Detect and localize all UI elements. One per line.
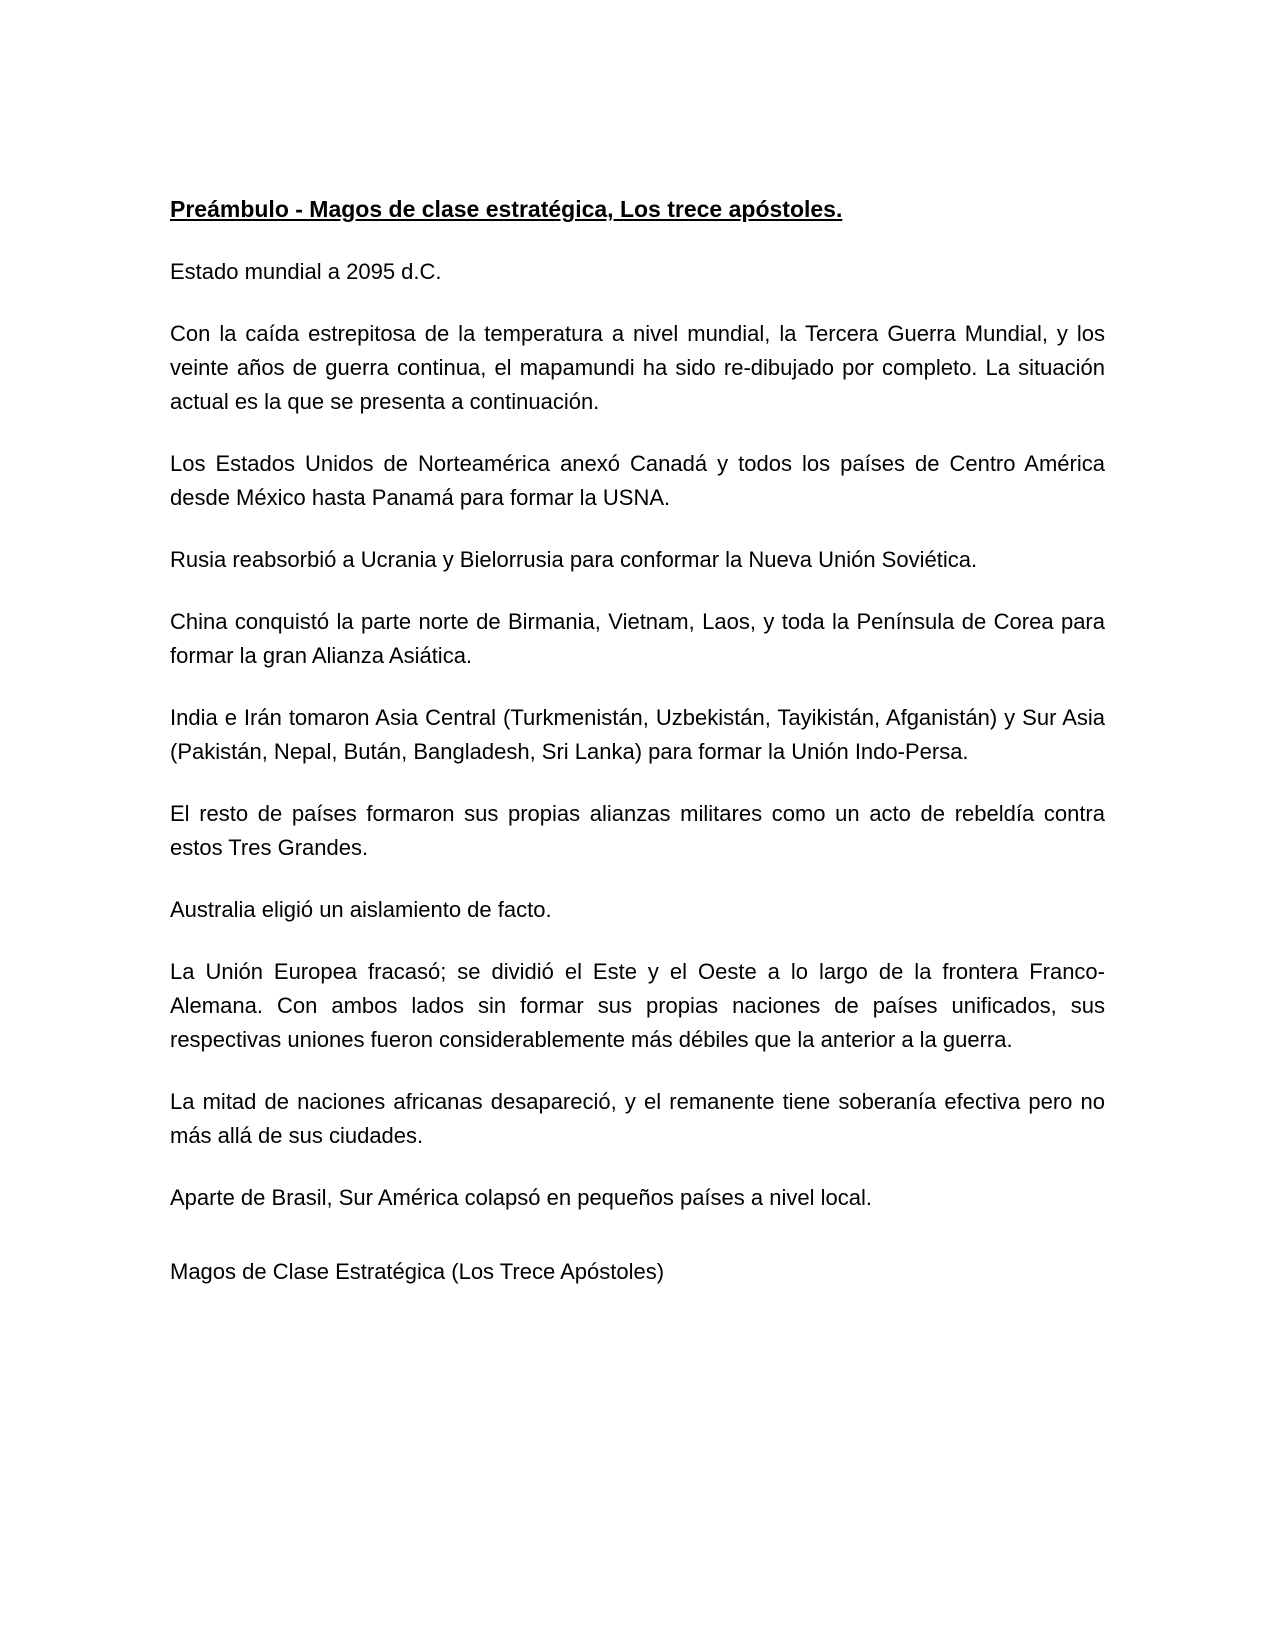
paragraph-union-europea: La Unión Europea fracasó; se dividió el Este y el Oeste a lo largo de la frontera Franco-Alemana. Con ambos lados sin formar sus propias naciones de países unificados, sus respectivas uniones fueron considerablemente más débiles que la anterior a la guerra. — [170, 959, 1105, 1052]
paragraph-intro: Con la caída estrepitosa de la temperatura a nivel mundial, la Tercera Guerra Mundial, y los veinte años de guerra continua, el mapamundi ha sido re-dibujado por completo. La situación actual es la que se presenta a continuación. — [170, 321, 1105, 414]
paragraph-sur-america: Aparte de Brasil, Sur América colapsó en pequeños países a nivel local. — [170, 1185, 872, 1210]
paragraph-africa: La mitad de naciones africanas desapareció, y el remanente tiene soberanía efectiva pero no más allá de sus ciudades. — [170, 1089, 1105, 1148]
paragraph-alianzas: El resto de países formaron sus propias alianzas militares como un acto de rebeldía contra estos Tres Grandes. — [170, 801, 1105, 860]
paragraph-russia: Rusia reabsorbió a Ucrania y Bielorrusia para conformar la Nueva Unión Soviética. — [170, 547, 978, 572]
paragraph-indo-persa: India e Irán tomaron Asia Central (Turkmenistán, Uzbekistán, Tayikistán, Afganistán) y Sur Asia (Pakistán, Nepal, Bután, Bangladesh, Sri Lanka) para formar la Unión Indo-Persa. — [170, 705, 1105, 764]
paragraph-world-state: Estado mundial a 2095 d.C. — [170, 259, 442, 284]
paragraph-china: China conquistó la parte norte de Birmania, Vietnam, Laos, y toda la Península de Corea para formar la gran Alianza Asiática. — [170, 609, 1105, 668]
paragraph-usna: Los Estados Unidos de Norteamérica anexó Canadá y todos los países de Centro América desde México hasta Panamá para formar la USNA. — [170, 451, 1105, 510]
document-heading: Preámbulo - Magos de clase estratégica, Los trece apóstoles. — [170, 196, 843, 222]
paragraph-australia: Australia eligió un aislamiento de facto. — [170, 897, 552, 922]
paragraph-magos-footer: Magos de Clase Estratégica (Los Trece Apóstoles) — [170, 1259, 665, 1284]
